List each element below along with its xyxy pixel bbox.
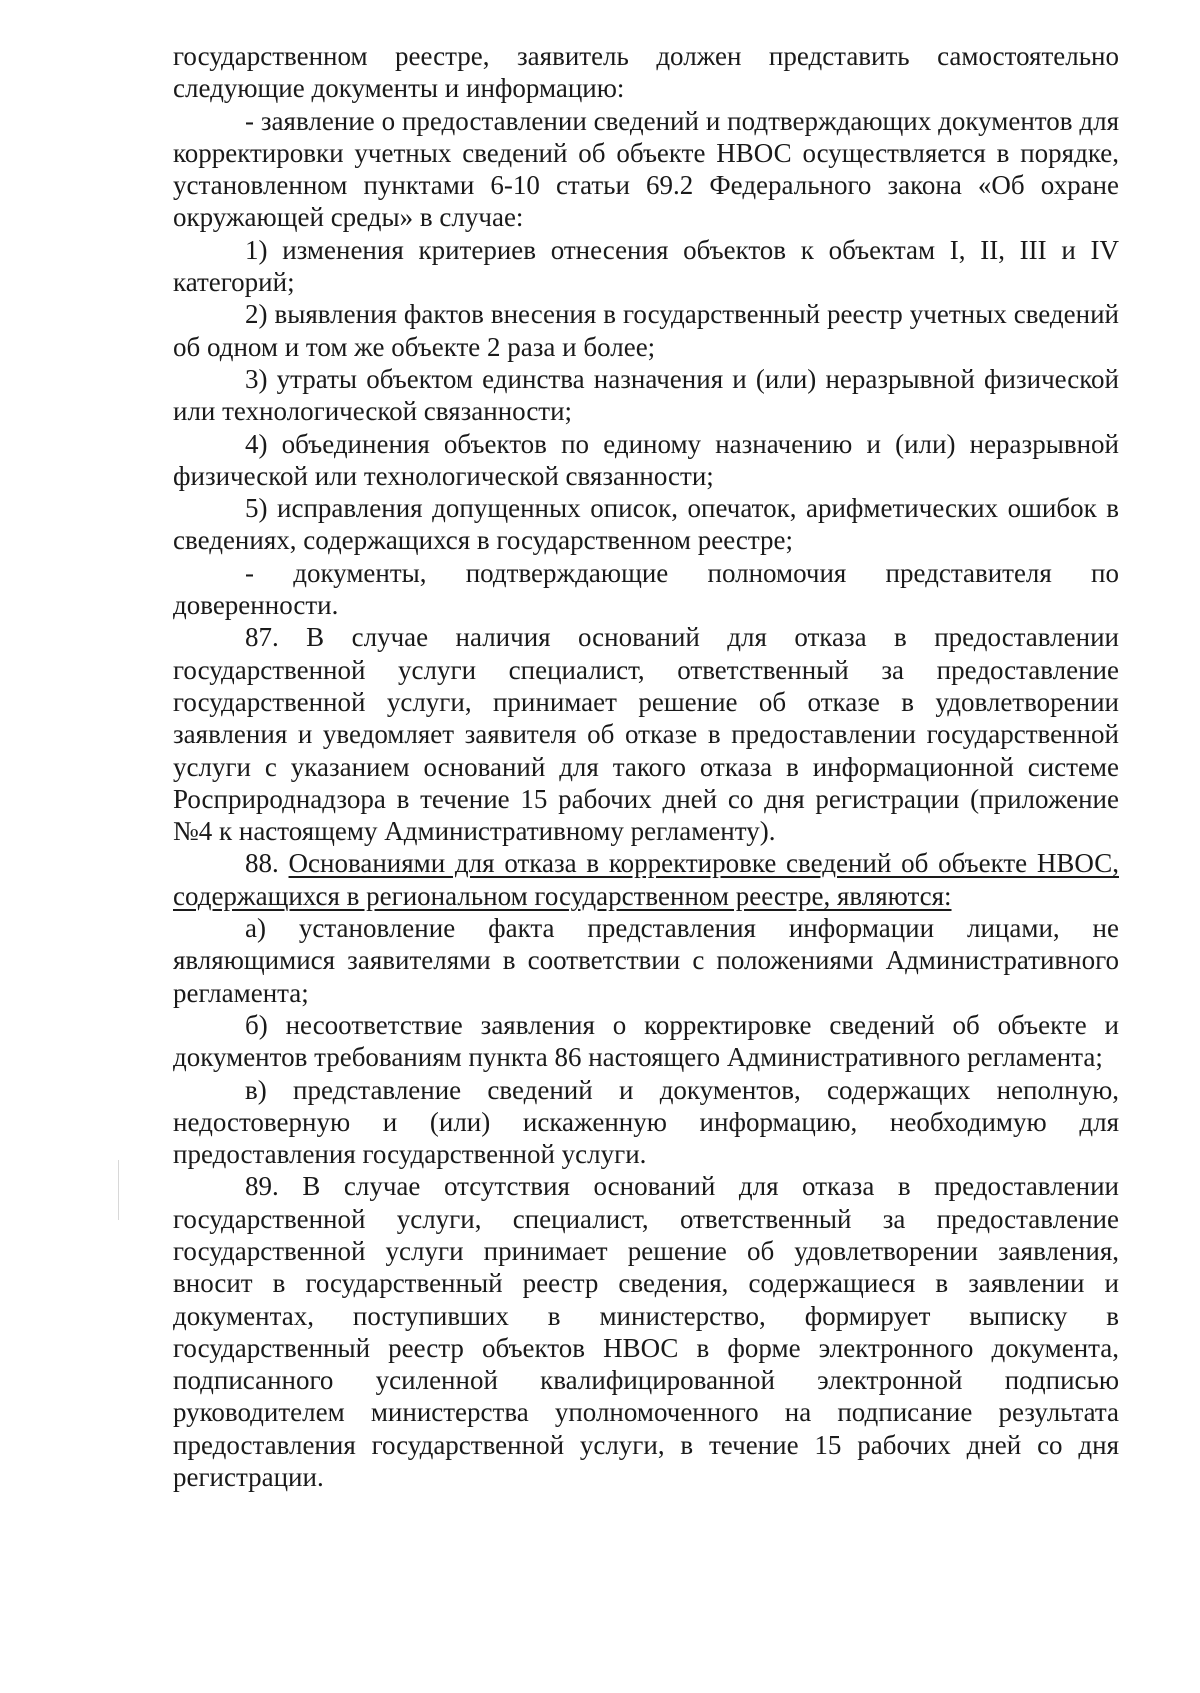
paragraph-88-number: 88.	[245, 848, 279, 879]
paragraph-continuation: государственном реестре, заявитель должен представить самостоятельно следующие документы и информацию:	[173, 41, 1119, 104]
paragraph-88	[173, 847, 1119, 912]
list-item-a: а) установление факта представления информации лицами, не являющимися заявителями в соответствии с положениями Административного регламента;	[173, 913, 1119, 1008]
scan-artifact-line	[118, 1160, 119, 1220]
list-item-4: 4) объединения объектов по единому назначению и (или) неразрывной физической или технологической связанности;	[173, 428, 1119, 491]
paragraph-application-item: - заявление о предоставлении сведений и подтверждающих документов для корректировки учетных сведений об объекте НВОС осуществляется в порядке, установленном пунктами 6-10 статьи 69.2 Федерального закона «Об охране окружающей среды» в случае:	[173, 105, 1119, 233]
paragraph-89: 89. В случае отсутствия оснований для отказа в предоставлении государственной услуги, специалист, ответственный за предоставление государственной услуги принимает решение об удовлетворении заявления, вносит в государственный реестр сведения, содержащиеся в заявлении и документах, поступивших в министерство, формирует выписку в государственный реестр объектов НВОС в форме электронного документа, подписанного усиленной квалифицированной электронной подписью руководителем министерства уполномоченного на подписание результата предоставления государственной услуги, в течение 15 рабочих дней со дня регистрации.	[173, 1171, 1119, 1493]
paragraph-87: 87. В случае наличия оснований для отказа в предоставлении государственной услуги специалист, ответственный за предоставление государственной услуги, принимает решение об отказе в удовлетворении заявления и уведомляет заявителя об отказе в предоставлении государственной услуги с указанием оснований для такого отказа в информационной системе Росприроднадзора в течение 15 рабочих дней со дня регистрации (приложение №4 к настоящему Административному регламенту).	[173, 622, 1119, 847]
list-item-b: б) несоответствие заявления о корректировке сведений об объекте и документов требованиям пункта 86 настоящего Административного регламента;	[173, 1009, 1119, 1073]
list-item-5: 5) исправления допущенных описок, опечаток, арифметических ошибок в сведениях, содержащихся в государственном реестре;	[173, 493, 1119, 556]
document-body	[173, 40, 1119, 1493]
list-item-v: в) представление сведений и документов, содержащих неполную, недостоверную и (или) искаженную информацию, необходимую для предоставления государственной услуги.	[173, 1074, 1119, 1170]
list-item-2: 2) выявления фактов внесения в государственный реестр учетных сведений об одном и том же объекте 2 раза и более;	[173, 299, 1119, 362]
paragraph-88-underlined-heading: Основаниями для отказа в корректировке сведений об объекте НВОС, содержащихся в региональном государственном реестре, являются:	[173, 848, 1119, 911]
list-item-3: 3) утраты объектом единства назначения и (или) неразрывной физической или технологической связанности;	[173, 363, 1119, 427]
paragraph-documents-item: - документы, подтверждающие полномочия представителя по доверенности.	[173, 557, 1119, 621]
list-item-1: 1) изменения критериев отнесения объектов к объектам I, II, III и IV категорий;	[173, 234, 1119, 298]
